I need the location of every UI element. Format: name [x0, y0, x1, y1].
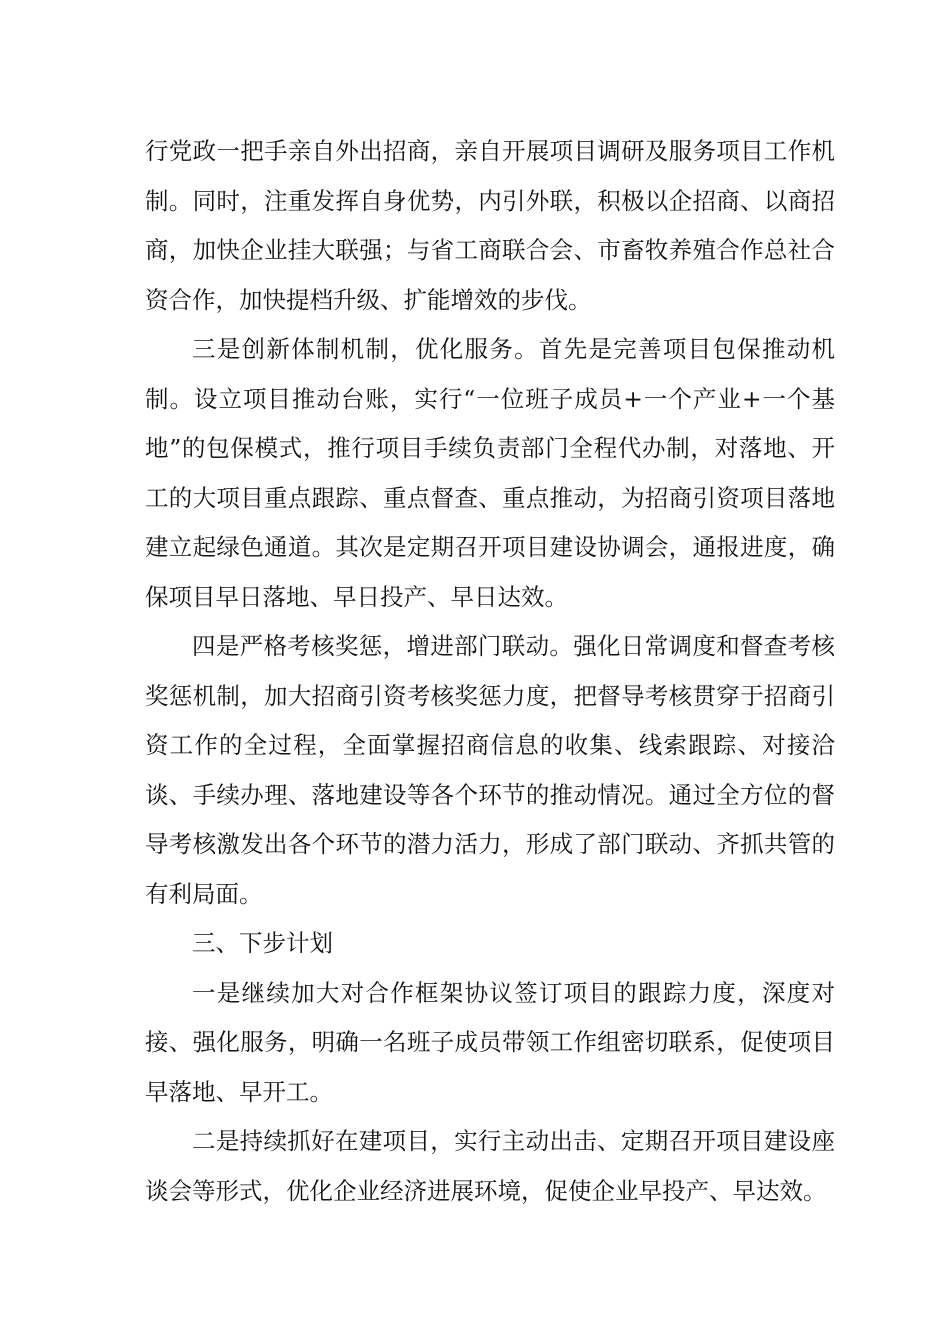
paragraph-plan-one: 一是继续加大对合作框架协议签订项目的跟踪力度，深度对接、强化服务，明确一名班子成员带领工作组密切联系，促使项目早落地、早开工。 [145, 978, 835, 1106]
paragraph-plan-two: 二是持续抓好在建项目，实行主动出击、定期召开项目建设座谈会等形式，优化企业经济进展环境，促使企业早投产、早达效。 [145, 1127, 835, 1205]
paragraph-point-three: 三是创新体制机制，优化服务。首先是完善项目包保推动机制。设立项目推动台账，实行“一位班子成员+一个产业+一个基地”的包保模式，推行项目手续负责部门全程代办制，对落地、开工的大项目重点跟踪、重点督查、重点推动，为招商引资项目落地建立起绿色通道。其次是定期召开项目建设协调会，通报进度，确保项目早日落地、早日投产、早日达效。 [145, 335, 835, 611]
paragraph-point-four: 四是严格考核奖惩，增进部门联动。强化日常调度和督查考核奖惩机制，加大招商引资考核奖惩力度，把督导考核贯穿于招商引资工作的全过程，全面掌握招商信息的收集、线索跟踪、对接洽谈、手续办理、落地建设等各个环节的推动情况。通过全方位的督导考核激发出各个环节的潜力活力，形成了部门联动、齐抓共管的有利局面。 [145, 632, 835, 908]
paragraph-continuation: 行党政一把手亲自外出招商，亲自开展项目调研及服务项目工作机制。同时，注重发挥自身优势，内引外联，积极以企招商、以商招商，加快企业挂大联强；与省工商联合会、市畜牧养殖合作总社合资合作，加快提档升级、扩能增效的步伐。 [145, 137, 835, 314]
section-heading-next-plan: 三、下步计划 [192, 929, 333, 957]
document-body [145, 127, 835, 1216]
